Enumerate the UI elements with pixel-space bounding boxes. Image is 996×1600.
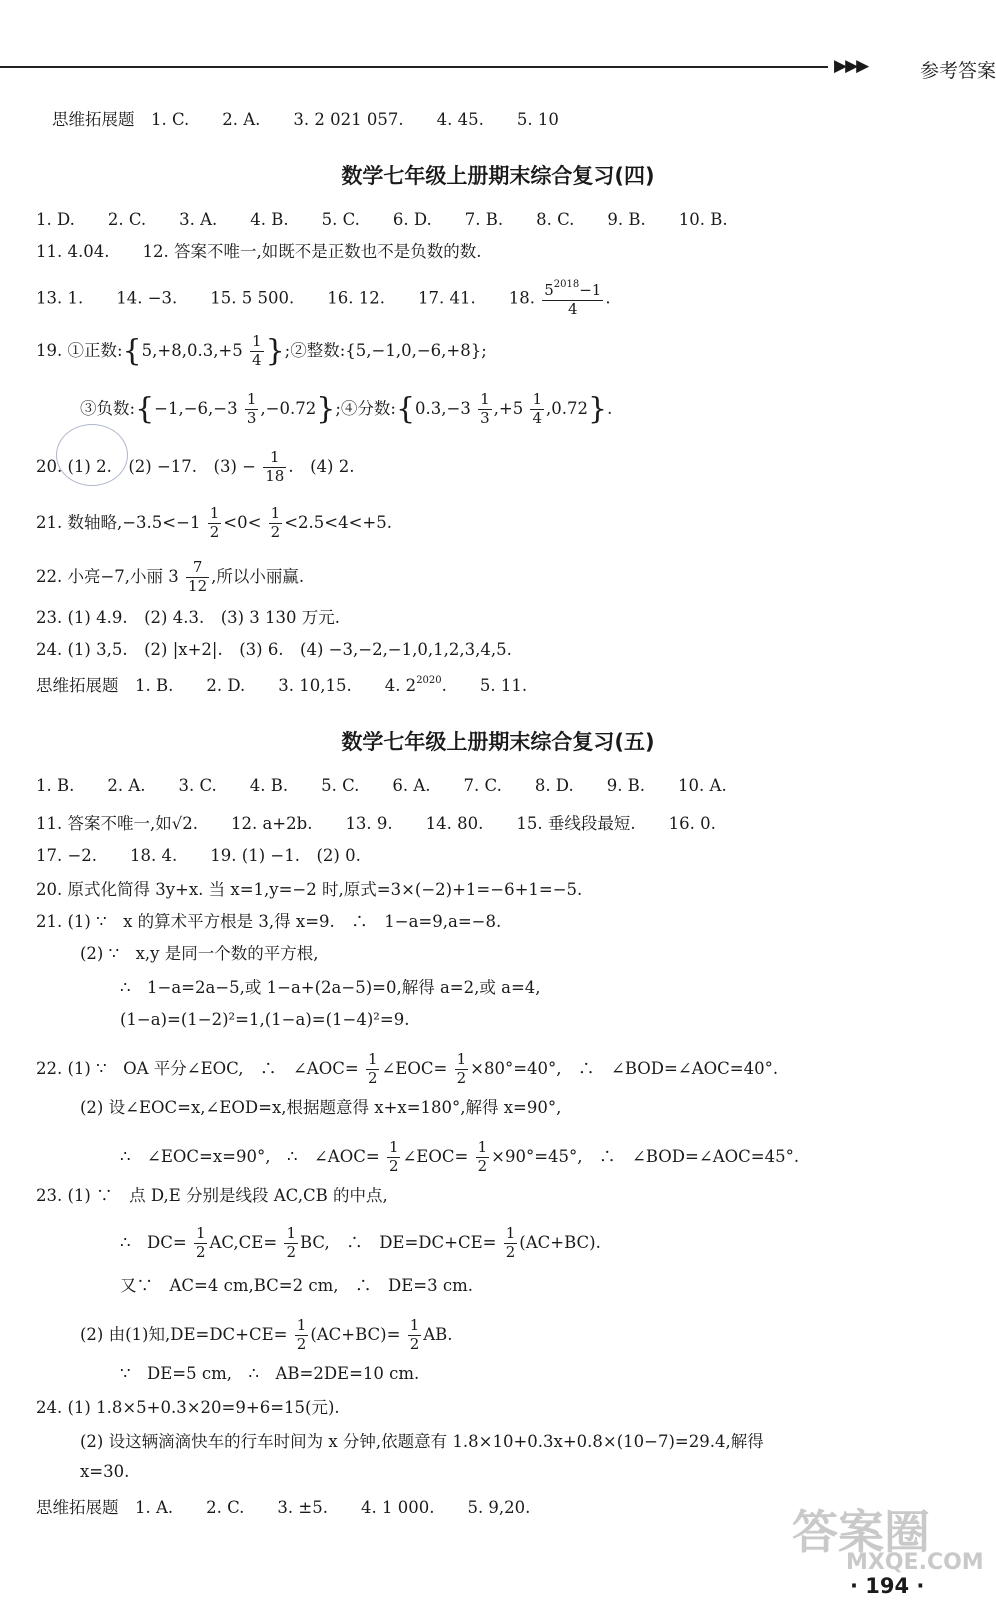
- line-13-18: 13. 1. 14. −3. 15. 5 500. 16. 12. 17. 41. 18. $\frac{5^{2018}-1}{4}$ .: [36, 279, 611, 318]
- line-21: 21. 数轴略,−3.5<−1 $\frac{1}{2}$ <0< $\frac{1}{2}$ <2.5<4<+5.: [36, 504, 392, 541]
- section-title-4: 数学七年级上册期末综合复习(四): [341, 164, 655, 188]
- line-mc-1: 1. D. 2. C. 3. A. 4. B. 5. C. 6. D. 7. B. 8. C. 9. B. 10. B.: [36, 210, 728, 229]
- line-17-19: 17. −2. 18. 4. 19. (1) −1. (2) 0.: [36, 846, 361, 865]
- line-22b-2: (2) 设∠EOC=x,∠EOD=x,根据题意得 x+x=180°,解得 x=90°,: [80, 1098, 562, 1117]
- header-title: 参考答案: [920, 60, 996, 82]
- line-23b-1: 23. (1) ∵ 点 D,E 分别是线段 AC,CB 的中点,: [36, 1186, 388, 1205]
- line-24b-2: (2) 设这辆滴滴快车的行车时间为 x 分钟,依题意有 1.8×10+0.3x+0.8×(10−7)=29.4,解得: [80, 1432, 764, 1451]
- watermark-site: MXQE.COM: [846, 1550, 984, 1575]
- line-24b-3: x=30.: [80, 1462, 130, 1481]
- line-21b-1: 21. (1) ∵ x 的算术平方根是 3,得 x=9. ∴ 1−a=9,a=−8.: [36, 912, 502, 931]
- line-24: 24. (1) 3,5. (2) |x+2|. (3) 6. (4) −3,−2,−1,0,1,2,3,4,5.: [36, 640, 512, 659]
- line-23b-5: ∵ DE=5 cm, ∴ AB=2DE=10 cm.: [120, 1364, 420, 1383]
- line-22b-1: 22. (1) ∵ OA 平分∠EOC, ∴ ∠AOC= $\frac{1}{2}$ ∠EOC= $\frac{1}{2}$ ×80°=40°, ∴ ∠BOD=∠AOC=40°.: [36, 1050, 779, 1087]
- header-arrows: ▶▶▶: [834, 56, 868, 76]
- fraction-1-4: $\frac{1}{4}$: [252, 332, 262, 369]
- line-21b-2: (2) ∵ x,y 是同一个数的平方根,: [80, 944, 319, 963]
- header-rule: [0, 66, 828, 68]
- line-20: 20. (1) 2. (2) −17. (3) − $\frac{1}{18}$ . (4) 2.: [36, 448, 355, 485]
- line-23: 23. (1) 4.9. (2) 4.3. (3) 3 130 万元.: [36, 608, 341, 627]
- line-22b-3: ∴ ∠EOC=x=90°, ∴ ∠AOC= $\frac{1}{2}$ ∠EOC= $\frac{1}{2}$ ×90°=45°, ∴ ∠BOD=∠AOC=45°.: [120, 1138, 800, 1175]
- line-23b-4: (2) 由(1)知,DE=DC+CE= $\frac{1}{2}$ (AC+BC)= $\frac{1}{2}$ AB.: [80, 1316, 453, 1353]
- line-19-b: ③负数:{−1,−6,−3 $\frac{1}{3}$ ,−0.72};④分数:{0.3,−3 $\frac{1}{3}$ ,+5 $\frac{1}{4}$ ,0.72}.: [80, 390, 613, 427]
- line-expansion-2: 思维拓展题 1. B. 2. D. 3. 10,15. 4. $2^{2020}$. 5. 11.: [36, 675, 528, 695]
- page-number: · 194 ·: [850, 1574, 925, 1598]
- line-11-12: 11. 4.04. 12. 答案不唯一,如既不是正数也不是负数的数.: [36, 242, 482, 261]
- line-13-18-text: 13. 1. 14. −3. 15. 5 500. 16. 12. 17. 41. 18.: [36, 288, 535, 308]
- line-24b-1: 24. (1) 1.8×5+0.3×20=9+6=15(元).: [36, 1398, 340, 1417]
- line-expansion-3: 思维拓展题 1. A. 2. C. 3. ±5. 4. 1 000. 5. 9,20.: [36, 1498, 531, 1517]
- line-20b: 20. 原式化简得 3y+x. 当 x=1,y=−2 时,原式=3×(−2)+1=−6+1=−5.: [36, 880, 583, 899]
- line-11-16: 11. 答案不唯一,如√2. 12. a+2b. 13. 9. 14. 80. 15. 垂线段最短. 16. 0.: [36, 814, 716, 833]
- line-23b-3: 又∵ AC=4 cm,BC=2 cm, ∴ DE=3 cm.: [120, 1276, 473, 1295]
- line-21b-3: ∴ 1−a=2a−5,或 1−a+(2a−5)=0,解得 a=2,或 a=4,: [120, 978, 541, 997]
- line-expansion-1: 思维拓展题 1. C. 2. A. 3. 2 021 057. 4. 45. 5. 10: [52, 110, 559, 129]
- line-22: 22. 小亮−7,小丽 3 $\frac{7}{12}$ ,所以小丽赢.: [36, 558, 305, 595]
- line-19-a: 19. ①正数:{5,+8,0.3,+5 $\frac{1}{4}$ };②整数:{5,−1,0,−6,+8};: [36, 332, 487, 369]
- watermark-logo: 答案圈: [792, 1505, 930, 1559]
- fraction-q18: $\frac{5^{2018}-1}{4}$: [544, 279, 602, 318]
- section-title-5: 数学七年级上册期末综合复习(五): [341, 730, 655, 754]
- line-23b-2: ∴ DC= $\frac{1}{2}$ AC,CE= $\frac{1}{2}$ BC, ∴ DE=DC+CE= $\frac{1}{2}$ (AC+BC).: [120, 1224, 601, 1261]
- line-mc-2: 1. B. 2. A. 3. C. 4. B. 5. C. 6. A. 7. C. 8. D. 9. B. 10. A.: [36, 776, 727, 795]
- line-21b-4: (1−a)=(1−2)²=1,(1−a)=(1−4)²=9.: [120, 1010, 410, 1029]
